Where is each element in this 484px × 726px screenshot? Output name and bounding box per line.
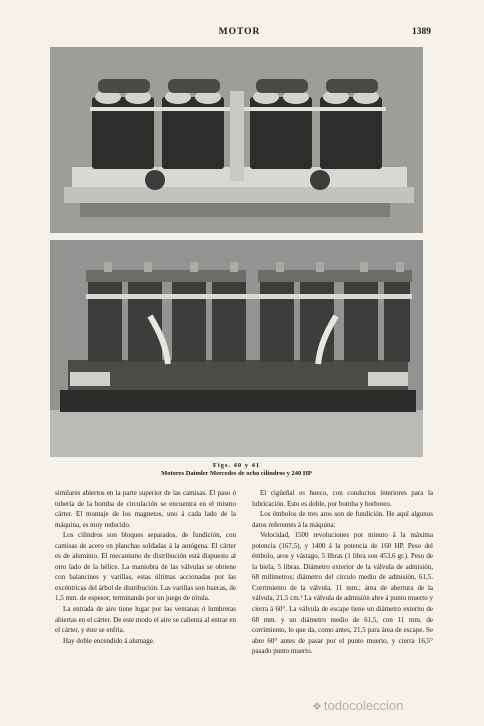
- engine-photo-top: [50, 47, 423, 233]
- paragraph: Los émbolos de tres aros son de fundición. He aquí algunos datos referentes á la máquina:: [252, 510, 433, 529]
- paragraph: Los cilindros son bloques separados, de fundición, con camisas de acero en planchas soldadas á la autógena. El cárter es de aluminio. El mecanismo de distribución está dispuesto al otro lado de la hélice. La maniobra de las válvulas se obtiene con balancines y varillas, estas últimas accionadas por las excéntricas del árbol de distribución. Las varillas son huecas, de 1,5 mm. de espesor, terminando por un juego de rótula.: [55, 531, 236, 603]
- engine-photo-bottom: [50, 240, 423, 457]
- watermark-logo-icon: ❖: [312, 701, 322, 713]
- engine-top-illustration: [50, 47, 423, 233]
- paragraph: El cigüeñal es hueco, con conductos interiores para la lubricación. Esto es doble, por bomba y borboteo.: [252, 489, 433, 508]
- page-number: 1389: [412, 27, 431, 37]
- watermark: [312, 698, 403, 713]
- running-title: MOTOR: [218, 27, 261, 37]
- text-column-right: [252, 488, 433, 657]
- paragraph: Velocidad, 1500 revoluciones por minuto á la máxima potencia (167,5), y 1400 á la potencia de 160 HP. Peso del émbolo, aros y vástago, 5 libras (1 libra son 453,6 gr.). Peso de la biela, 5 libras. Diámetro exterior de la válvula de admisión, 68 milímetros; diámetro del círculo medio de admisión, 61,5. Corrimiento de la válvula, 11 mm.; área de abertura de la válvula, 21,5 cm.² La válvula de admisión abre á punto muerto y cierra á 60°. La válvula de escape tiene un diámetro externo de 68 mm. y un diámetro medio de 61,5, con 11 mm. de corrimiento, lo que da, como antes, 21,5 para área de escape. Se abre 60° antes de pasar por el punto muerto, y cierra 16,5° pasado punto muerto.: [252, 531, 433, 656]
- running-header: [48, 27, 431, 41]
- engine-side-illustration: [50, 240, 423, 457]
- paragraph: La entrada de aire tiene lugar por las ventanas ó lumbreras abiertas en el cárter. De este modo el aire se calienta al entrar en el cárter, y éste se enfría.: [55, 605, 236, 635]
- paragraph: Hay doble encendido á alumage.: [63, 636, 155, 645]
- figures-label: Figs. 40 y 41: [212, 462, 261, 469]
- paragraph: similares abiertos en la parte superior de las camisas. El paso ó tubería de la bomba de circulación se encuentra en el mismo cárter. El montaje de los magnetos, uno á cada lado de la máquina, es muy reducido.: [55, 489, 236, 529]
- figures-caption: Motores Daimler Mercedes de ocho cilindros y 240 HP: [161, 470, 312, 477]
- text-column-left: [55, 488, 236, 646]
- watermark-text: todocoleccion: [323, 698, 404, 713]
